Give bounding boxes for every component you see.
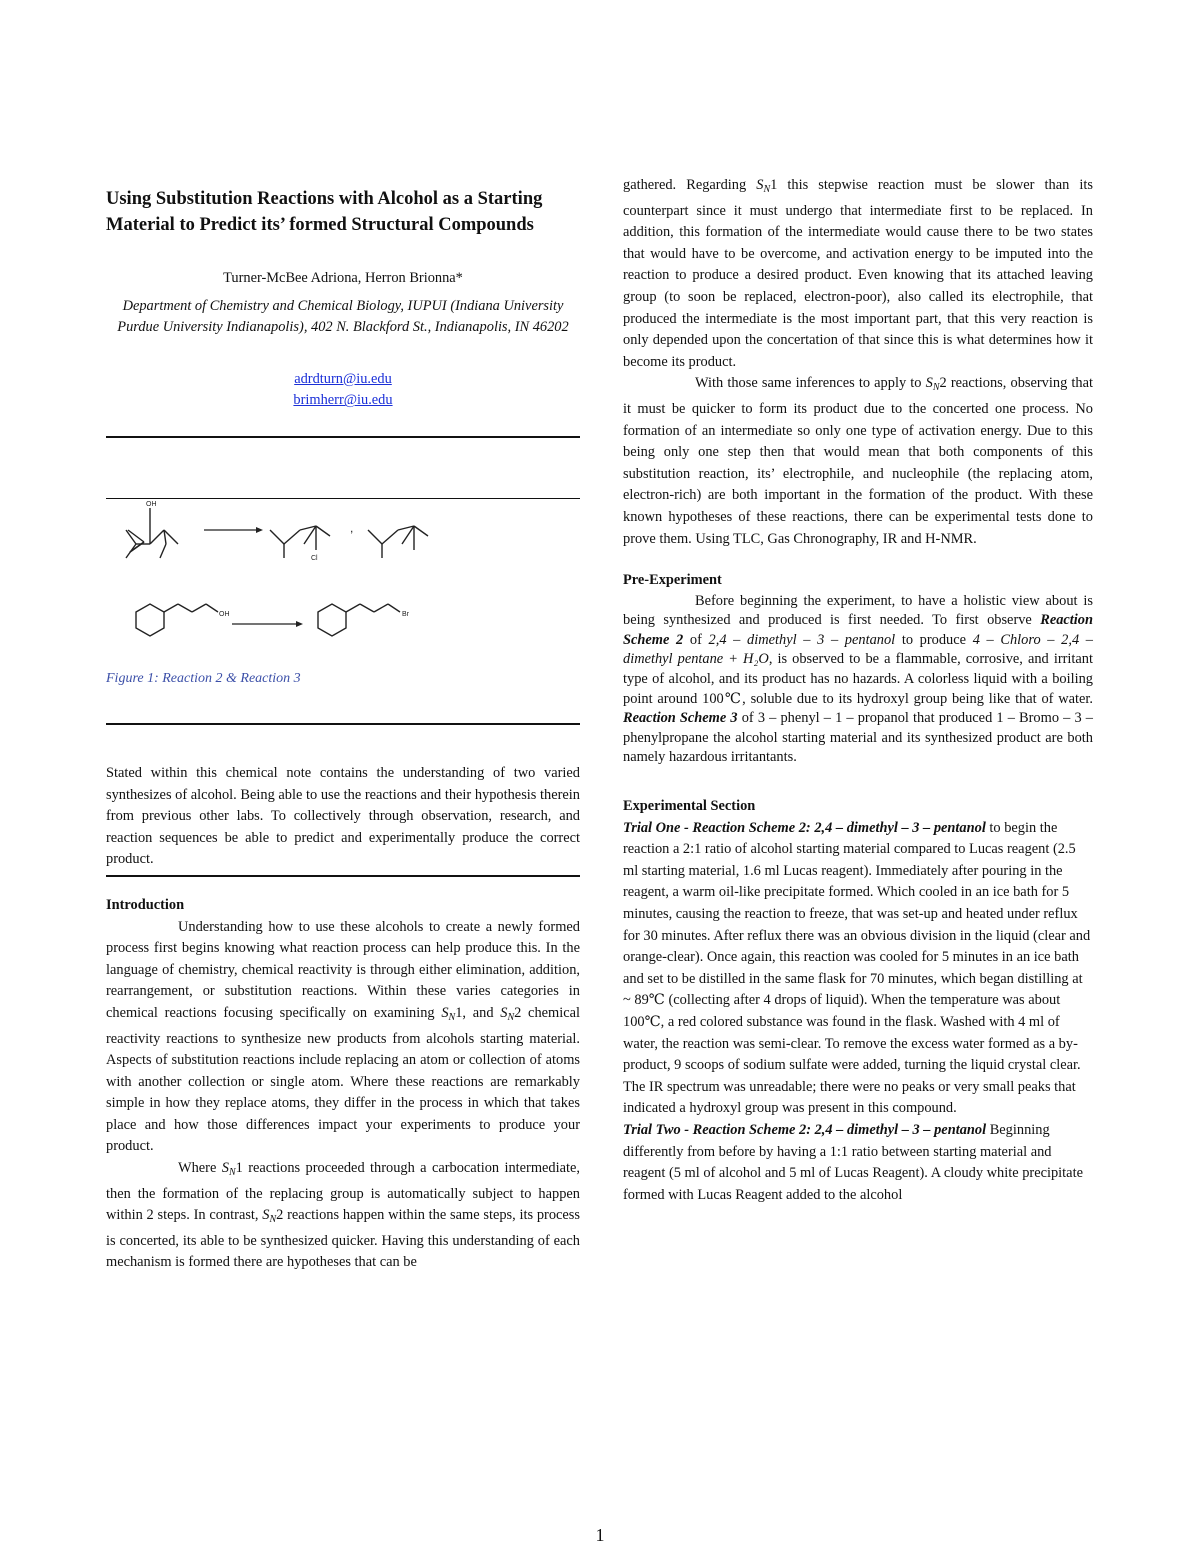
product-molecule-2 [318,604,400,636]
email-link-2[interactable]: brimherr@iu.edu [293,392,393,409]
arrow-head-2 [296,621,303,627]
intro-paragraph-1: Understanding how to use these alcohols to create a newly formed process first begins knowing what reaction process can help produce this. In the language of chemistry, chemical reactivity is through either elimination, addition, rearrangement, or substitution reactions. Within these varies categories in chemical reactions focusing specifically on examining $S_N1$, and $S_N2$ chemical reactivity reactions to synthesize new products from alcohols starting material. Aspects of substitution reactions include replacing an atom or collection of atoms with another collection or single atom. Where these reactions are remarkably simple in how they replace atoms, they differ in the process in which that takes place and how those differences impact your experiments to produce your product. [106,918,580,1155]
label-oh-top: OH [146,500,157,508]
label-oh-bottom: OH [219,610,230,618]
emails [106,369,580,412]
email-link-1[interactable]: adrdturn@iu.edu [294,370,392,387]
label-cl: Cl [311,554,318,562]
abstract-rule [106,875,580,877]
right-paragraph-1: gathered. Regarding $S_N1$ this stepwise reaction must be slower than its counterpart since it must undergo that intermediate first to be replaced. In addition, this formation of the intermediate would cause there to be two states that would have to be overcome, and activation energy to be imputed into the reaction to produce a desired product. Even knowing that its attached leaving group (to soon be replaced, electron-poor), also called its electrophile, that produced the intermediate is the most important part, that this very reaction is only depended upon the concertation of that since this is what determines how it become its product. [623,177,1093,370]
trial-two-paragraph: Trial Two - Reaction Scheme 2: 2,4 – dimethyl – 3 – pentanol Beginning differently from before by having a 1:1 ratio between starting material and reagent (5 ml of alcohol and 5 ml of Lucas Reagent). A cloudy white precipitate formed with Lucas Reagent added to the alcohol [623,1121,1083,1203]
pre-experiment-heading: Pre-Experiment [623,572,722,589]
trial-one-paragraph: Trial One - Reaction Scheme 2: 2,4 – dimethyl – 3 – pentanol to begin the reaction a 2:1 ratio of alcohol starting material compared to Lucas reagent (2.5 ml starting material, 1.6 ml Lucas reagent). Immediately after pouring in the reagent, a warm oil-like precipitate formed. Which cooled in an ice bath for 5 minutes, causing the reaction to freeze, that was set-up and heated under reflux for 30 minutes. After reflux there was an obvious division in the liquid (clear and orange-clear). Once again, this reaction was cooled for 5 minutes in an ice bath and set to be distilled in the same flask for 70 minutes, which began distilling at ~ 89℃ (collecting after 4 drops of liquid). When the temperature was about 100℃, a red colored substance was found in the flask. Washed with 4 ml of water, the reaction was semi-clear. To remove the excess water formed as a by-product, 9 scoops of sodium sulfate were added, turning the liquid crystal clear. The IR spectrum was unreadable; there were no peaks or very small peaks that indicated a hydroxyl group was present in this compound. [623,819,1091,1117]
figure-top-rule [106,498,580,499]
divider [106,436,580,438]
pre-experiment-paragraph: Before beginning the experiment, to have a holistic view about is being synthesized and produced is first needed. To first observe Reaction Scheme 2 of 2,4 – dimethyl – 3 – pentanol to produce 4 – Chloro – 2,4 – dimethyl pentane + H₂O, is observed to be a flammable, corrosive, and irritant type of alcohol, and its product has no hazards. A colorless liquid with a boiling point around 100℃, soluble due to its hydroxyl group being like that of water. Reaction Scheme 3 of 3 – phenyl – 1 – propanol that produced 1 – Bromo – 3 – phenylpropane the alcohol starting material and its synthesized product are both namely hazardous irritantants. [623,592,1093,766]
label-comma: , [350,520,354,535]
page-number: 1 [595,1525,605,1545]
left-column [106,170,580,1274]
label-br: Br [402,610,409,618]
affiliation: Department of Chemistry and Chemical Biology, IUPUI (Indiana University Purdue University Indianapolis), 402 N. Blackford St., Indianapolis, IN 46202 [117,297,569,336]
right-paragraph-2: With those same inferences to apply to $S_N2$ reactions, observing that it must be quicker to form its product due to the concerted one process. No formation of an intermediate so only one type of activation energy. Due to this being only one step then that would mean that both components of this substitution reaction, its’ electrophile, and nucleophile (the replacing atom, electron-rich) are both important in the formation of the product. With these known hypotheses of these reactions, there can be experimental tests done to prove them. Using TLC, Gas Chronography, IR and H-NMR. [623,375,1093,547]
right-column [623,175,1093,1206]
reactant-molecule-1 [126,508,178,558]
arrow-head-1 [256,527,263,533]
reaction-figure [106,498,580,728]
figure-caption: Figure 1: Reaction 2 & Reaction 3 [106,670,301,686]
abstract: Stated within this chemical note contains the understanding of two varied synthesizes of alcohol. Being able to use the reactions and their hypothesis therein from previous other labs. To collectively through observation, research, and reaction sequences be able to predict and experimentally produce the correct product. [106,764,580,868]
introduction-heading: Introduction [106,896,185,913]
product-molecule-1a [270,526,330,558]
reactant-molecule-2 [136,604,218,636]
reaction-scheme-diagram [106,500,580,670]
product-molecule-1b [368,526,428,558]
experimental-heading: Experimental Section [623,798,756,815]
intro-paragraph-2: Where $S_N1$ reactions proceeded through a carbocation intermediate, then the formation of the replacing group is automatically subject to happen within 2 steps. In contrast, $S_N2$ reactions happen within the same steps, its process is concerted, its able to be synthesized quicker. Having this understanding of each mechanism is formed there are hypotheses that can be [106,1160,580,1271]
authors: Turner-McBee Adriona, Herron Brionna* [223,270,463,286]
paper-title: Using Substitution Reactions with Alcohol as a Starting Material to Predict its’ formed Structural Compounds [106,189,543,235]
figure-bottom-rule [106,723,580,725]
